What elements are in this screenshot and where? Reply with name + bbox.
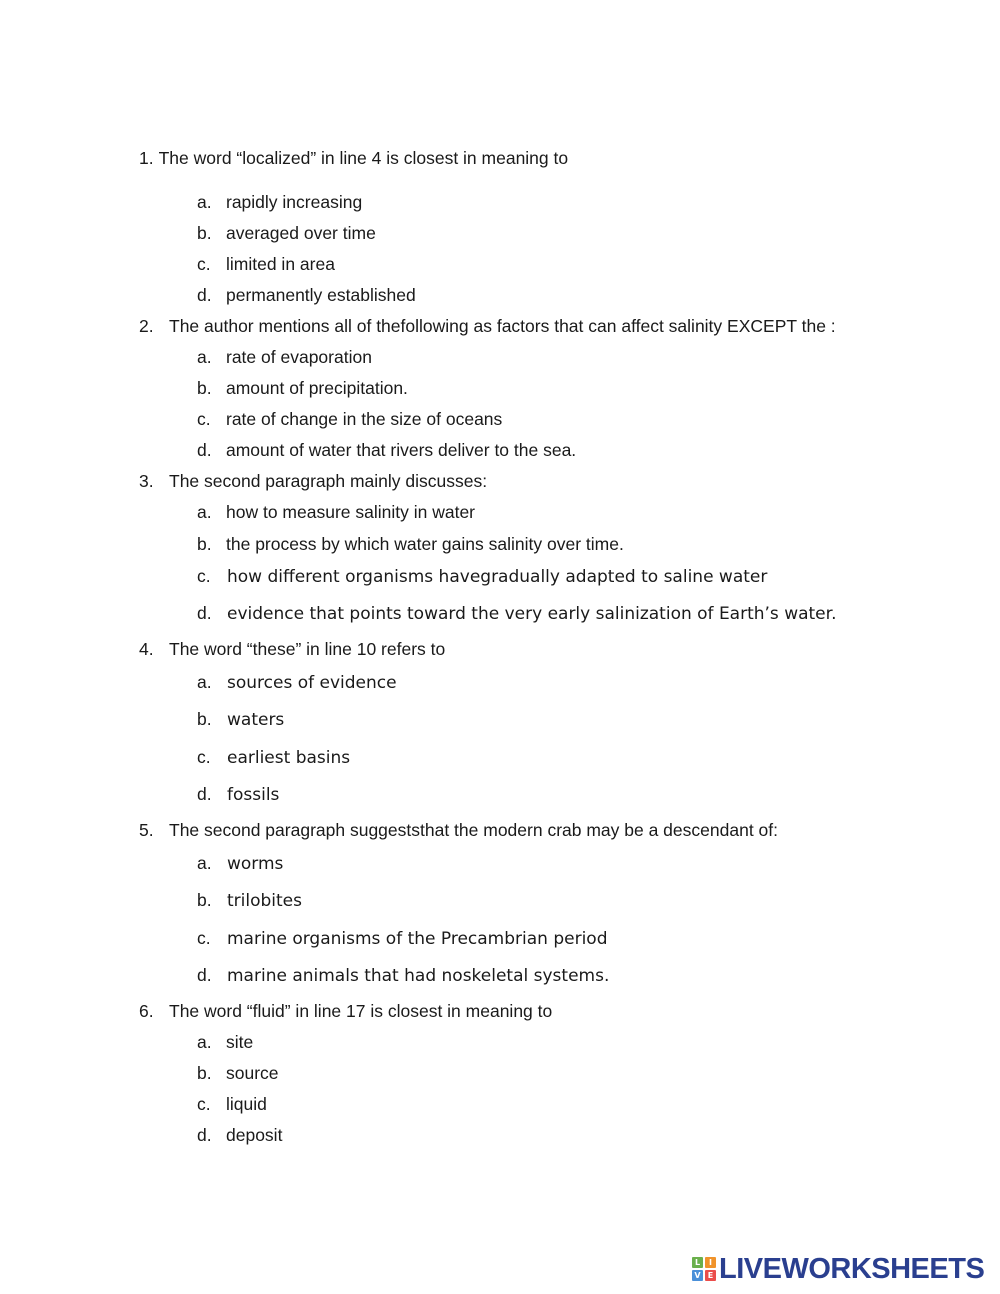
question-number: 2. xyxy=(139,316,154,336)
option-letter: a. xyxy=(197,502,212,522)
option-text: source xyxy=(226,1063,279,1083)
option-letter: a. xyxy=(197,853,212,873)
option-6d[interactable] xyxy=(197,1125,282,1146)
option-text: trilobites xyxy=(227,891,302,911)
option-letter: c. xyxy=(197,254,211,274)
option-letter: c. xyxy=(197,1094,211,1114)
question-text: The second paragraph suggeststhat the modern crab may be a descendant of: xyxy=(169,820,778,840)
option-letter: d. xyxy=(197,603,212,623)
option-text: the process by which water gains salinity over time. xyxy=(226,534,624,554)
option-letter: a. xyxy=(197,672,212,692)
option-letter: d. xyxy=(197,965,212,985)
option-5a[interactable] xyxy=(197,853,283,874)
option-text: rapidly increasing xyxy=(226,192,363,212)
question-3 xyxy=(139,471,487,492)
option-letter: a. xyxy=(197,347,212,367)
option-text: waters xyxy=(227,710,285,730)
option-text: marine animals that had noskeletal systems. xyxy=(227,966,610,986)
option-5b[interactable] xyxy=(197,890,302,911)
option-text: amount of precipitation. xyxy=(226,378,408,398)
option-letter: c. xyxy=(197,409,211,429)
question-text: The word “these” in line 10 refers to xyxy=(169,639,446,659)
question-number: 1. xyxy=(139,148,154,168)
question-1 xyxy=(139,148,568,169)
option-6c[interactable] xyxy=(197,1094,267,1115)
liveworksheets-logo xyxy=(692,1254,984,1284)
option-5d[interactable] xyxy=(197,965,609,986)
option-letter: b. xyxy=(197,890,212,910)
logo-mark-l: L xyxy=(692,1257,703,1268)
option-3d[interactable] xyxy=(197,603,836,624)
question-number: 3. xyxy=(139,471,154,491)
question-4 xyxy=(139,639,445,660)
option-letter: c. xyxy=(197,747,211,767)
option-5c[interactable] xyxy=(197,928,608,949)
option-text: marine organisms of the Precambrian period xyxy=(227,929,608,949)
option-letter: a. xyxy=(197,192,212,212)
option-text: rate of evaporation xyxy=(226,347,372,367)
option-2d[interactable] xyxy=(197,440,576,461)
option-4d[interactable] xyxy=(197,784,279,805)
option-letter: a. xyxy=(197,1032,212,1052)
option-4a[interactable] xyxy=(197,672,397,693)
option-text: sources of evidence xyxy=(227,673,397,693)
option-letter: c. xyxy=(197,928,211,948)
question-5 xyxy=(139,820,778,841)
option-text: limited in area xyxy=(226,254,335,274)
option-text: rate of change in the size of oceans xyxy=(226,409,503,429)
option-text: how different organisms havegradually adapted to saline water xyxy=(227,567,768,587)
option-letter: d. xyxy=(197,440,212,460)
question-text: The author mentions all of thefollowing as factors that can affect salinity EXCEPT the : xyxy=(169,316,836,336)
option-text: fossils xyxy=(227,785,280,805)
option-1b[interactable] xyxy=(197,223,376,244)
option-letter: c. xyxy=(197,566,211,586)
option-letter: b. xyxy=(197,534,212,554)
option-text: averaged over time xyxy=(226,223,376,243)
option-text: worms xyxy=(227,854,284,874)
option-letter: b. xyxy=(197,223,212,243)
option-4b[interactable] xyxy=(197,709,284,730)
option-3c[interactable] xyxy=(197,566,767,587)
logo-mark-e: E xyxy=(705,1270,716,1281)
option-text: permanently established xyxy=(226,285,416,305)
option-text: liquid xyxy=(226,1094,267,1114)
option-1d[interactable] xyxy=(197,285,416,306)
option-text: site xyxy=(226,1032,254,1052)
question-number: 6. xyxy=(139,1001,154,1021)
question-6 xyxy=(139,1001,552,1022)
option-letter: b. xyxy=(197,378,212,398)
question-2 xyxy=(139,316,836,337)
option-3b[interactable] xyxy=(197,534,624,555)
logo-text: LIVEWORKSHEETS xyxy=(719,1252,985,1285)
question-text: The word “fluid” in line 17 is closest in meaning to xyxy=(169,1001,553,1021)
option-3a[interactable] xyxy=(197,502,475,523)
option-text: evidence that points toward the very early salinization of Earth’s water. xyxy=(227,604,837,624)
option-text: how to measure salinity in water xyxy=(226,502,475,522)
logo-mark-icon xyxy=(692,1257,716,1281)
option-letter: d. xyxy=(197,285,212,305)
question-text: The word “localized” in line 4 is closest in meaning to xyxy=(158,148,569,168)
question-number: 5. xyxy=(139,820,154,840)
question-number: 4. xyxy=(139,639,154,659)
option-letter: b. xyxy=(197,1063,212,1083)
option-letter: d. xyxy=(197,1125,212,1145)
option-1c[interactable] xyxy=(197,254,335,275)
option-text: amount of water that rivers deliver to the sea. xyxy=(226,440,577,460)
option-letter: d. xyxy=(197,784,212,804)
logo-mark-i: I xyxy=(705,1257,716,1268)
option-2b[interactable] xyxy=(197,378,408,399)
option-2a[interactable] xyxy=(197,347,372,368)
option-6b[interactable] xyxy=(197,1063,279,1084)
option-1a[interactable] xyxy=(197,192,362,213)
option-6a[interactable] xyxy=(197,1032,253,1053)
option-text: deposit xyxy=(226,1125,283,1145)
logo-mark-v: V xyxy=(692,1270,703,1281)
question-text: The second paragraph mainly discusses: xyxy=(169,471,488,491)
option-letter: b. xyxy=(197,709,212,729)
option-4c[interactable] xyxy=(197,747,350,768)
option-2c[interactable] xyxy=(197,409,502,430)
option-text: earliest basins xyxy=(227,748,351,768)
